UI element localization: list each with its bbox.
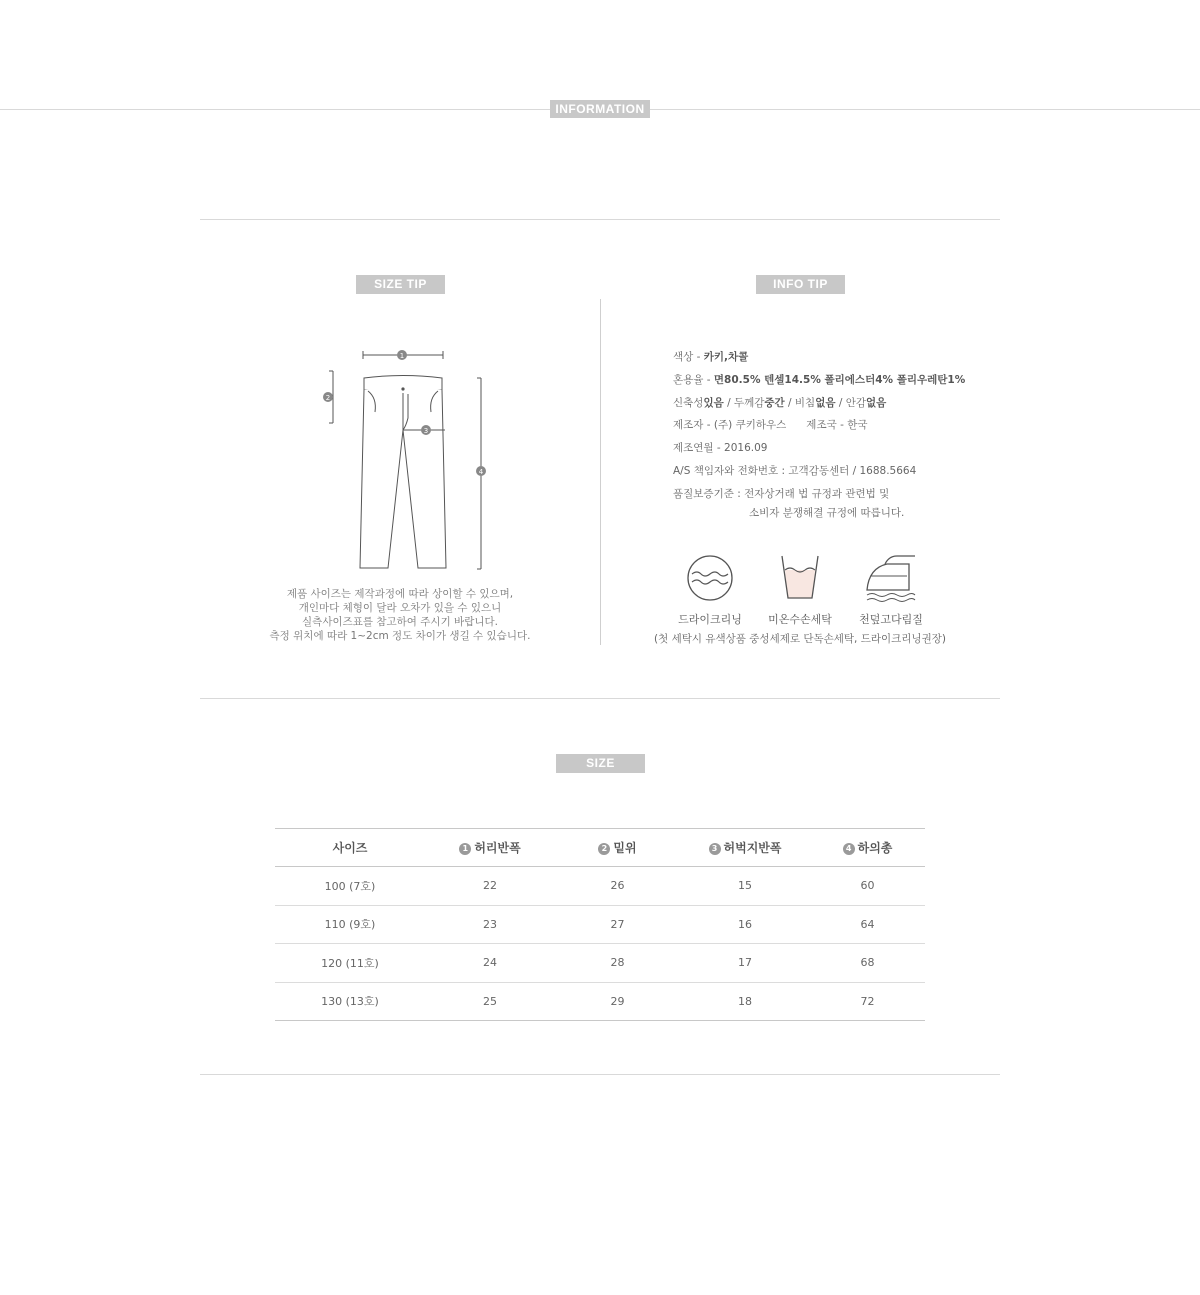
cell-rise: 27 xyxy=(610,917,625,931)
header-rise: 2 밑위 xyxy=(555,829,680,867)
pants-diagram xyxy=(315,340,495,580)
header-length: 4 하의총 xyxy=(810,829,925,867)
info-tip-tag: INFO TIP xyxy=(756,275,845,294)
information-tag: INFORMATION xyxy=(550,100,650,118)
cell-rise: 26 xyxy=(610,879,625,893)
iron-icon xyxy=(863,552,919,604)
table-row xyxy=(275,905,925,944)
section-divider-top xyxy=(200,219,1000,220)
maker-row: 제조자 - (주) 쿠키하우스 제조국 - 한국 xyxy=(673,419,868,432)
badge-3: 3 xyxy=(709,843,721,855)
cell-thigh: 18 xyxy=(738,994,752,1008)
marker-2: 2 xyxy=(325,394,331,402)
table-header-row xyxy=(275,829,925,867)
badge-1: 1 xyxy=(459,843,471,855)
header-waist: 1 허리반폭 xyxy=(425,829,555,867)
quality-row-continued: 소비자 분쟁해결 규정에 따릅니다. xyxy=(749,506,905,519)
badge-2: 2 xyxy=(598,843,610,855)
made-date-row: 제조연월 - 2016.09 xyxy=(673,442,768,455)
care-label: 미온수손세탁 xyxy=(768,613,832,626)
cell-waist: 23 xyxy=(483,917,497,931)
color-row: 색상 - 카키,차콜 xyxy=(673,351,749,363)
column-divider xyxy=(600,299,601,645)
hand-wash-icon xyxy=(775,552,825,604)
size-tag: SIZE xyxy=(556,754,645,773)
cell-length: 72 xyxy=(860,994,875,1008)
cell-waist: 22 xyxy=(483,879,497,893)
attributes-row: 신축성있음 / 두께감중간 / 비침없음 / 안감없음 xyxy=(673,396,887,409)
product-info-list xyxy=(673,348,965,526)
header-thigh: 3 허벅지반폭 xyxy=(680,829,810,867)
cell-size: 110 (9호) xyxy=(324,918,376,932)
section-divider-middle xyxy=(200,698,1000,699)
size-note-line: 측정 위치에 따라 1~2cm 정도 차이가 생길 수 있습니다. xyxy=(269,630,531,642)
care-iron xyxy=(850,552,932,627)
cell-rise: 28 xyxy=(610,956,625,970)
as-row: A/S 책임자와 전화번호 : 고객감동센터 / 1688.5664 xyxy=(673,464,917,477)
marker-3: 3 xyxy=(423,427,429,435)
care-dry-cleaning xyxy=(670,552,750,627)
size-tip-tag: SIZE TIP xyxy=(356,275,445,294)
header-size: 사이즈 xyxy=(332,841,368,855)
size-note-line: 실측사이즈표를 참고하여 주시기 바랍니다. xyxy=(302,616,498,628)
marker-1: 1 xyxy=(399,352,405,360)
marker-4: 4 xyxy=(478,468,484,476)
quality-row: 품질보증기준 : 전자상거래 법 규정과 관련법 및 xyxy=(673,487,890,500)
cell-length: 68 xyxy=(860,956,875,970)
section-divider-bottom xyxy=(200,1074,1000,1075)
cell-length: 60 xyxy=(860,879,875,893)
care-hand-wash xyxy=(760,552,840,627)
badge-4: 4 xyxy=(843,843,855,855)
size-note-line: 개인마다 체형이 달라 오차가 있을 수 있으니 xyxy=(298,602,502,614)
dry-cleaning-icon xyxy=(685,552,735,604)
cell-size: 120 (11호) xyxy=(321,956,379,970)
cell-waist: 24 xyxy=(483,956,497,970)
fabric-row: 혼용율 - 면80.5% 텐셀14.5% 폴리에스터4% 폴리우레탄1% xyxy=(673,373,966,386)
cell-thigh: 15 xyxy=(738,879,752,893)
size-table xyxy=(275,828,925,1021)
cell-thigh: 16 xyxy=(738,917,752,931)
care-label: 드라이크리닝 xyxy=(678,613,742,626)
table-row xyxy=(275,867,925,906)
size-tip-note xyxy=(230,587,570,643)
table-row xyxy=(275,982,925,1021)
cell-rise: 29 xyxy=(610,994,625,1008)
cell-length: 64 xyxy=(860,917,875,931)
size-note-line: 제품 사이즈는 제작과정에 따라 상이할 수 있으며, xyxy=(286,588,514,600)
care-note: (첫 세탁시 유색상품 중성세제로 단독손세탁, 드라이크리닝권장) xyxy=(654,633,946,645)
cell-waist: 25 xyxy=(483,994,497,1008)
table-row xyxy=(275,944,925,983)
cell-size: 100 (7호) xyxy=(324,879,376,893)
cell-thigh: 17 xyxy=(738,956,752,970)
cell-size: 130 (13호) xyxy=(321,995,379,1009)
care-label: 천덮고다림질 xyxy=(859,613,923,626)
